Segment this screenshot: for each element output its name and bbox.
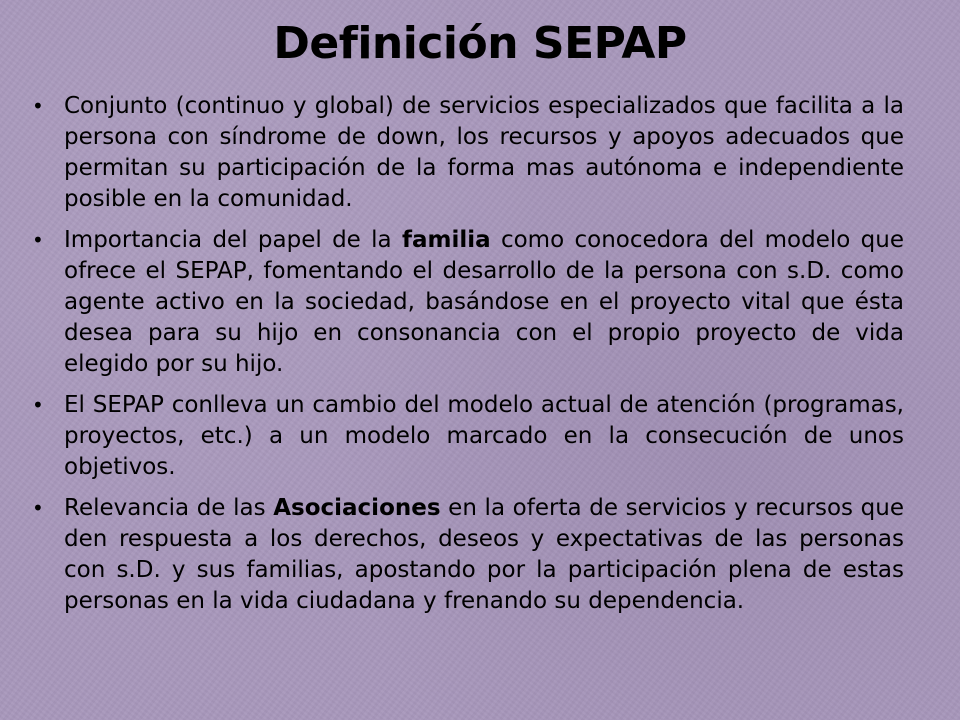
- bullet-icon: •: [32, 393, 44, 417]
- bullet-icon: •: [32, 228, 44, 252]
- bullet-text-part: Importancia del papel de la: [64, 227, 402, 253]
- bullet-item: [30, 493, 904, 617]
- bullet-text: [64, 495, 904, 614]
- bullet-text-part: Relevancia de las: [64, 495, 274, 521]
- bullet-item: [30, 225, 904, 380]
- bullet-item: [30, 390, 904, 483]
- bullet-text-part: Conjunto (continuo y global) de servicios especializados que facilita a la persona con síndrome de down, los recursos y apoyos adecuados que permitan su participación de la forma mas autónoma e independiente posible en la comunidad.: [64, 93, 904, 212]
- bullet-item: [30, 91, 904, 215]
- bullet-text: [64, 227, 904, 377]
- bullet-text: [64, 93, 904, 212]
- bullet-text-part: en la oferta de servicios y recursos que den respuesta a los derechos, deseos y expectativas de las personas con s.D. y sus familias, apostando por la participación plena de estas personas en la vida ciudadana y frenando su dependencia.: [64, 495, 904, 614]
- bullet-emphasis: Asociaciones: [273, 495, 441, 521]
- bullet-emphasis: familia: [401, 227, 491, 253]
- bullet-text-part: como conocedora del modelo que ofrece el SEPAP, fomentando el desarrollo de la persona con s.D. como agente activo en la sociedad, basándose en el proyecto vital que ésta desea para su hijo en consonancia con el propio proyecto de vida elegido por su hijo.: [64, 227, 904, 377]
- slide-title: Definición SEPAP: [273, 18, 687, 69]
- bullet-text: [64, 392, 904, 480]
- bullet-icon: •: [32, 94, 44, 118]
- bullet-icon: •: [32, 496, 44, 520]
- bullet-list: [30, 91, 904, 627]
- bullet-text-part: El SEPAP conlleva un cambio del modelo actual de atención (programas, proyectos, etc.) a un modelo marcado en la consecución de unos objetivos.: [64, 392, 904, 480]
